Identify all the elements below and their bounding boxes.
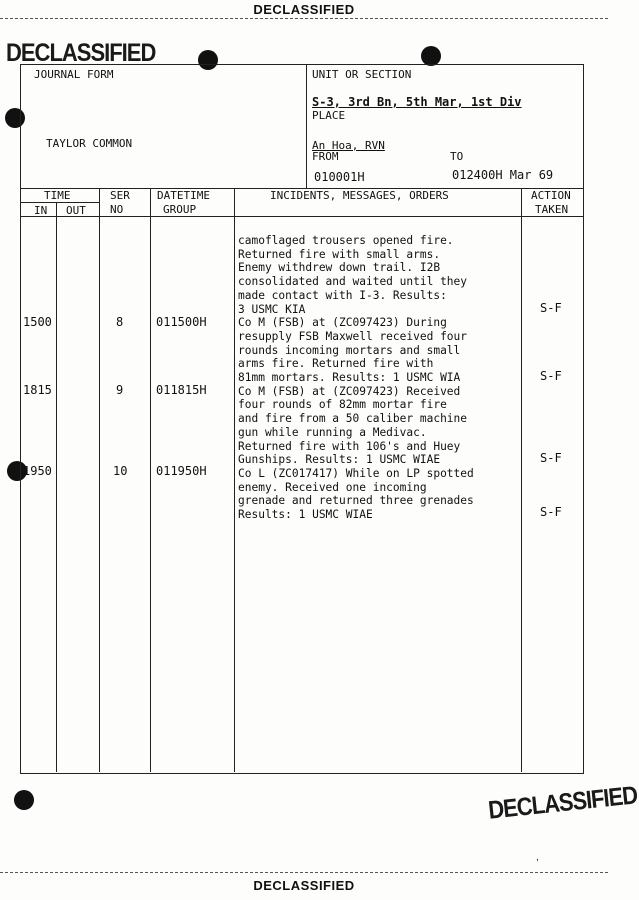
- place-value: An Hoa, RVN: [312, 139, 385, 152]
- time-sub-rule: [20, 202, 100, 203]
- col-header-action: ACTION: [531, 189, 571, 202]
- entry-4-action: S-F: [540, 505, 562, 519]
- from-value: 010001H: [314, 170, 365, 184]
- punch-hole-left-lower: [14, 790, 34, 810]
- col-header-ser: SER: [110, 189, 130, 202]
- col-header-no: NO: [110, 203, 124, 216]
- entry-2-dtg: 011815H: [156, 383, 207, 397]
- narrative-line: Gunships. Results: 1 USMC WIAE: [238, 453, 441, 467]
- narrative-line: Returned fire with 106's and Huey: [238, 439, 461, 453]
- declassified-stamp-bottom: DECLASSIFIED: [486, 780, 639, 825]
- col-header-time: TIME: [44, 189, 71, 202]
- to-value: 012400H Mar 69: [452, 168, 554, 182]
- narrative-line: rounds incoming mortars and small: [238, 343, 461, 357]
- narrative-line: Co M (FSB) at (ZC097423) Received: [238, 384, 461, 398]
- col-header-incidents: INCIDENTS, MESSAGES, ORDERS: [270, 189, 449, 202]
- col-header-datetime: DATETIME: [157, 189, 210, 202]
- col-line-ser-dtg: [150, 188, 151, 772]
- entry-3-dtg: 011950H: [156, 464, 207, 478]
- col-line-in-out: [56, 202, 57, 772]
- operation-name: TAYLOR COMMON: [46, 137, 133, 150]
- incident-narrative: [238, 234, 523, 522]
- narrative-line: and fire from a 50 caliber machine: [238, 412, 468, 426]
- entry-1-time-in: 1500: [23, 315, 52, 329]
- narrative-line: four rounds of 82mm mortar fire: [238, 398, 447, 412]
- unit-label: UNIT OR SECTION: [312, 68, 412, 81]
- narrative-line: arms fire. Returned fire with: [238, 357, 434, 371]
- entry-3-time-in: 1950: [23, 464, 52, 478]
- narrative-line: Enemy withdrew down trail. I2B: [238, 261, 441, 275]
- narrative-line: made contact with I-3. Results:: [238, 288, 447, 302]
- unit-value: S-3, 3rd Bn, 5th Mar, 1st Div: [312, 95, 522, 109]
- to-label: TO: [450, 150, 464, 163]
- entry-3-ser: 10: [113, 464, 128, 478]
- narrative-line: 81mm mortars. Results: 1 USMC WIA: [238, 371, 461, 385]
- footer-rule: [0, 872, 608, 873]
- entry-2-time-in: 1815: [23, 383, 52, 397]
- stray-mark: ,: [536, 852, 539, 863]
- entry-2-ser: 9: [116, 383, 124, 397]
- narrative-line: enemy. Received one incoming: [238, 480, 427, 494]
- narrative-line: Co M (FSB) at (ZC097423) During: [238, 316, 447, 330]
- from-label: FROM: [312, 150, 339, 163]
- col-line-dtg-incidents: [234, 188, 235, 772]
- col-header-taken: TAKEN: [535, 203, 569, 216]
- narrative-line: camoflaged trousers opened fire.: [238, 234, 454, 247]
- punch-hole-top-right: [421, 46, 441, 66]
- narrative-line: grenade and returned three grenades: [238, 494, 474, 508]
- narrative-line: gun while running a Medivac.: [238, 425, 427, 439]
- col-header-in: IN: [34, 204, 48, 217]
- entry-3-action: S-F: [540, 451, 562, 465]
- col-header-group: GROUP: [163, 203, 197, 216]
- narrative-line: resupply FSB Maxwell received four: [238, 329, 468, 343]
- narrative-line: Co L (ZC017417) While on LP spotted: [238, 466, 474, 480]
- narrative-line: Results: 1 USMC WIAE: [238, 508, 373, 522]
- declassified-stamp-top: DECLASSIFIED: [6, 38, 156, 67]
- narrative-line: 3 USMC KIA: [238, 302, 306, 316]
- column-header-rule: [20, 216, 584, 217]
- header-rule: [0, 18, 608, 19]
- declassified-header: DECLASSIFIED: [253, 2, 355, 17]
- entry-1-dtg: 011500H: [156, 315, 207, 329]
- narrative-line: consolidated and waited until they: [238, 275, 468, 289]
- entry-2-action: S-F: [540, 369, 562, 383]
- col-line-time-ser: [99, 188, 100, 772]
- col-header-out: OUT: [66, 204, 86, 217]
- place-label: PLACE: [312, 109, 346, 122]
- header-divider-vertical: [306, 64, 307, 188]
- declassified-footer: DECLASSIFIED: [253, 878, 355, 893]
- entry-1-ser: 8: [116, 315, 124, 329]
- narrative-line: Returned fire with small arms.: [238, 247, 441, 261]
- entry-1-action: S-F: [540, 301, 562, 315]
- journal-form-label: JOURNAL FORM: [34, 68, 114, 81]
